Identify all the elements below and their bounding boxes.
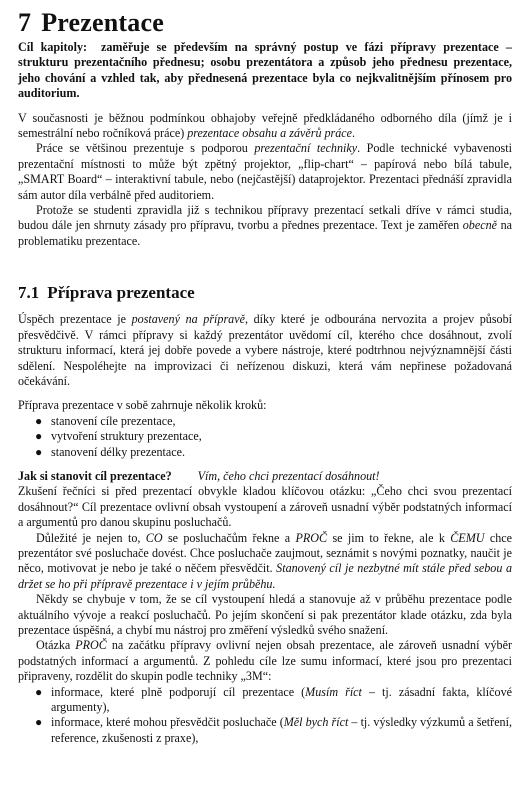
emphasis-run: Měl bych říct <box>283 715 349 730</box>
list-item-text: vytvoření struktury prezentace, <box>51 429 202 444</box>
list-item <box>35 445 512 460</box>
question-answer: Vím, čeho chci prezentací dosáhnout! <box>197 468 380 483</box>
list-item <box>35 685 512 716</box>
emphasis-run: Stanovený cíl je nezbytné mít stále před sebou a držet se ho při přípravě prezentace i v jejím průběhu. <box>18 561 512 591</box>
section-heading <box>18 283 512 303</box>
steps-intro: Příprava prezentace v sobě zahrnuje několik kroků: <box>18 398 267 413</box>
list-item-text: stanovení délky prezentace. <box>51 444 185 459</box>
text-run: Otázka <box>36 638 76 653</box>
text-run: . Podle technické vybavenosti prezentační místnosti to může být zpětný projektor, „flip-chart“ – papírová nebo bílá tabule, „SMART Board“ – interaktivní tabule, nebo (nejčastější) dataprojektor. Prezentaci přednáší zpravidla sám autor díla verbálně před auditoriem. <box>18 141 512 202</box>
chapter-goal <box>18 40 512 102</box>
question-paragraph-2 <box>18 531 512 593</box>
section-title: Příprava prezentace <box>47 283 195 303</box>
text-run: Práce se většinou prezentuje s podporou <box>36 141 255 156</box>
emphasis-run: CO <box>145 530 163 545</box>
three-m-list <box>18 685 512 747</box>
bullet-icon: ● <box>35 684 43 699</box>
list-item <box>35 715 512 746</box>
emphasis-run: postavený na přípravě <box>131 312 245 327</box>
text-run: informace, které plně podporují cíl prezentace ( <box>51 684 306 699</box>
text-run: . <box>352 126 356 141</box>
emphasis-run: PROČ <box>295 530 328 545</box>
text-run: informace, které mohou přesvědčit posluchače ( <box>51 715 284 730</box>
chapter-heading <box>18 8 512 38</box>
text-run: Důležité je nejen to, <box>36 530 146 545</box>
intro-paragraph-2 <box>18 141 512 203</box>
list-item-text: stanovení cíle prezentace, <box>51 413 176 428</box>
question-heading: Jak si stanovit cíl prezentace? <box>18 468 172 483</box>
text-run: Úspěch prezentace je <box>18 312 132 327</box>
text-run: – tj. zásadní fakta, klíčové argumenty), <box>51 684 512 715</box>
chapter-title: Prezentace <box>41 8 164 37</box>
question-paragraph-4 <box>18 638 512 684</box>
question-line <box>18 469 512 484</box>
list-item <box>35 414 512 429</box>
text-run: – tj. výsledky výzkumů a šetření, reference, zkušenosti z praxe), <box>51 715 512 745</box>
chapter-number: 7 <box>18 8 32 37</box>
section-paragraph-1 <box>18 312 512 389</box>
intro-paragraph-1 <box>18 111 512 142</box>
text-run: V současnosti je běžnou podmínkou obhajoby veřejně předkládaného odborného díla (jímž je i semestrální nebo ročníková práce) <box>18 110 512 141</box>
text-run: se jim to řekne, ale k <box>327 530 451 545</box>
emphasis-run: Musím říct <box>305 684 362 699</box>
emphasis-run: prezentační techniky <box>254 141 358 156</box>
question-paragraph-3: Někdy se chybuje v tom, že se cíl vystoupení hledá a stanovuje až v průběhu prezentace podle aktuálního vývoje a reakcí posluchačů. Po jejím skončení si pak prezentátor klade otázku, zda byla prezentace úspěšná, a chybí mu nástroj pro změření výsledků svého snažení. <box>18 592 512 637</box>
text-run: na problematiku prezentace. <box>18 218 512 248</box>
bullet-icon: ● <box>35 444 43 459</box>
steps-list <box>18 414 512 460</box>
text-run: Protože se studenti zpravidla již s technikou přípravy prezentací setkali dříve v rámci studia, budou dále jen shrnuty zásady pro přípravu, tvorbu a přednes prezentace. Text je zaměřen <box>18 203 512 233</box>
chapter-goal-label: Cíl kapitoly: <box>18 40 88 54</box>
list-item <box>35 429 512 444</box>
section-number: 7.1 <box>18 283 40 303</box>
bullet-icon: ● <box>35 715 43 730</box>
bullet-icon: ● <box>35 429 43 444</box>
text-run: na začátku přípravy ovlivní nejen obsah prezentace, ale zároveň usnadní výběr podstatných informací a argumentů. Z pohledu cíle lze sumu informací, které jsou pro prezentaci připraveny, rozdělit do skupin podle techniky „3M“: <box>18 638 512 684</box>
text-run: , díky které je odbourána nervozita a projev působí přesvědčivě. V rámci přípravy si každý prezentátor uvědomí cíl, kterého chce dosáhnout, zvolí strukturu informací, která jej dobře povede a vybere nástroje, které podtrhnou nejvýznamnější části sdělení. Nespoléhejte na improvizaci či neřízenou diskuzi, která vám nepřinese požadovaná očekávání. <box>18 312 512 388</box>
chapter-goal-text: zaměřuje se především na správný postup ve fázi přípravy prezentace – strukturu prezentačního přednesu; osobu prezentátora a způsob jeho přednesu prezentace, jeho chování a vzhled tak, aby přednesená prezentace byla co nejkvalitnějším přínosem pro auditorium. <box>18 40 512 101</box>
emphasis-run: ČEMU <box>450 530 485 545</box>
question-paragraph-1: Zkušení řečníci si před prezentací obvykle kladou klíčovou otázku: „Čeho chci svou prezentací dosáhnout?“ Cíl prezentace ovlivní obsah vystoupení a zároveň usnadní výběr podstatných informací a argumentů pro danou skupinu posluchačů. <box>18 484 512 530</box>
text-run: se posluchačům řekne a <box>162 530 296 545</box>
intro-paragraph-3 <box>18 203 512 249</box>
bullet-icon: ● <box>35 413 43 428</box>
emphasis-run: obecně <box>462 218 497 233</box>
text-run: chce prezentátor své posluchače dovést. Chce posluchače zaujmout, seznámit s novými poznatky, naučit je něco, motivovat je nebo je také o něčem přesvědčit. <box>18 530 513 576</box>
emphasis-run: prezentace obsahu a závěrů práce <box>187 126 353 141</box>
emphasis-run: PROČ <box>75 638 107 653</box>
